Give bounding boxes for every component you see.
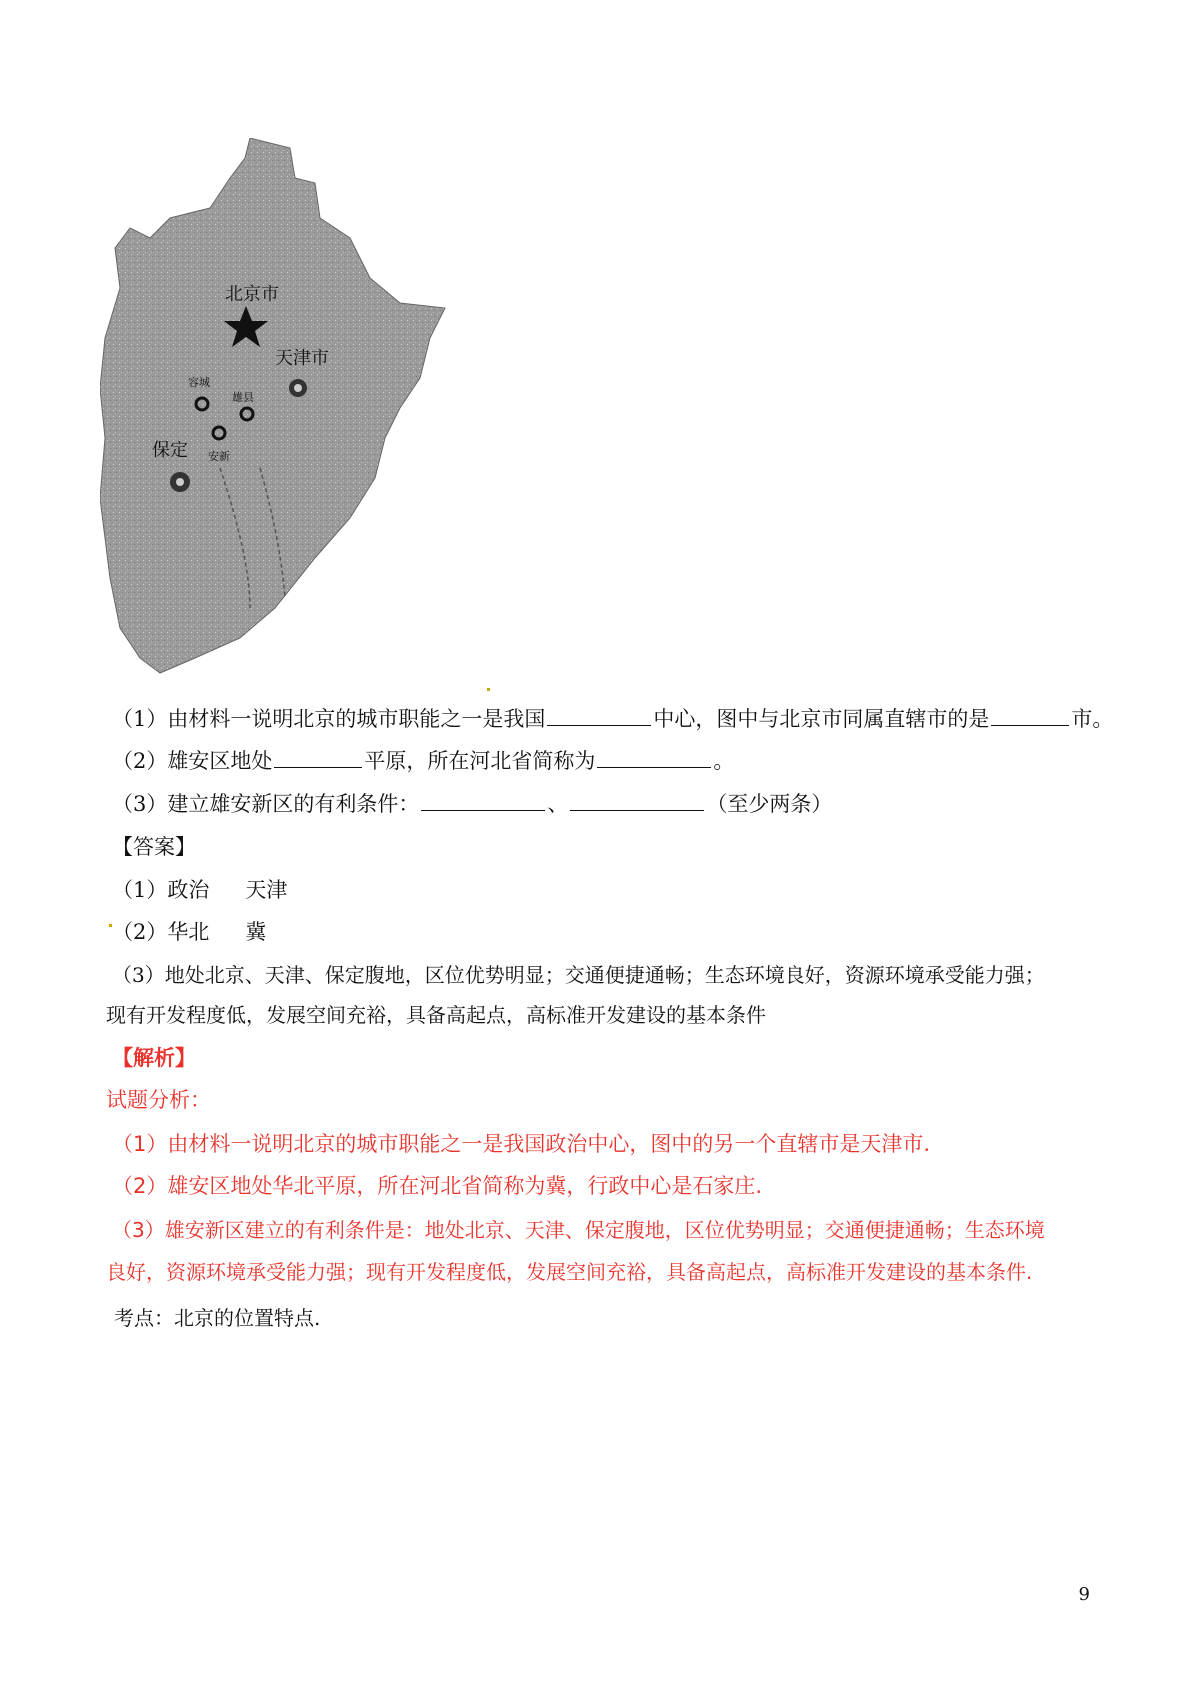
map-region-shape	[100, 138, 445, 673]
question-3-text-c: （至少两条）	[706, 792, 833, 816]
label-xiongxian: 雄县	[232, 391, 254, 404]
question-3-text-a: （3）建立雄安新区的有利条件：	[112, 792, 420, 816]
question-3-text-b: 、	[547, 792, 569, 816]
question-2-text-c: 。	[713, 749, 735, 773]
answer-3-line-2: 现有开发程度低，发展空间充裕，具备高起点，高标准开发建设的基本条件	[106, 1003, 766, 1027]
question-3	[112, 790, 832, 818]
scan-speck	[487, 688, 490, 691]
label-anxin: 安新	[208, 450, 230, 463]
label-beijing: 北京市	[225, 284, 279, 305]
city-marker-center	[294, 384, 302, 392]
question-1-text-c: 市。	[1071, 707, 1114, 731]
label-baoding: 保定	[152, 440, 188, 461]
analysis-point-1: （1）由材料一说明北京的城市职能之一是我国政治中心，图中的另一个直辖市是天津市.	[112, 1132, 931, 1156]
label-tianjin: 天津市	[275, 348, 329, 369]
label-rongcheng: 容城	[188, 376, 210, 389]
answer-1-part-a: （1）政治	[112, 878, 210, 902]
answer-blank	[991, 707, 1069, 726]
kaodian: 考点：北京的位置特点.	[114, 1306, 321, 1330]
analysis-subheading: 试题分析：	[106, 1088, 211, 1112]
analysis-point-3-line-2: 良好，资源环境承受能力强；现有开发程度低，发展空间充裕，具备高起点，高标准开发建设的基本条件.	[106, 1260, 1033, 1284]
answer-blank	[274, 749, 362, 768]
question-1-text-a: （1）由材料一说明北京的城市职能之一是我国	[112, 707, 546, 731]
question-1-text-b: 中心，图中与北京市同属直辖市的是	[653, 707, 990, 731]
analysis-point-3-line-1: （3）雄安新区建立的有利条件是：地处北京、天津、保定腹地，区位优势明显；交通便捷通畅；生态环境	[112, 1218, 1045, 1242]
answer-3-line-1: （3）地处北京、天津、保定腹地，区位优势明显；交通便捷通畅；生态环境良好，资源环境承受能力强；	[112, 963, 1045, 987]
question-2-text-a: （2）雄安区地处	[112, 749, 273, 773]
answer-2-part-b: 冀	[245, 920, 267, 944]
answer-2	[112, 918, 266, 946]
page-number: 9	[1078, 1584, 1090, 1605]
question-2-text-b: 平原，所在河北省简称为	[364, 749, 596, 773]
answer-blank	[597, 749, 711, 768]
answer-1	[112, 876, 287, 904]
analysis-point-2: （2）雄安区地处华北平原，所在河北省简称为冀，行政中心是石家庄.	[112, 1174, 763, 1198]
city-marker-center-baoding	[176, 478, 184, 486]
question-2	[112, 747, 734, 775]
answer-2-part-a: （2）华北	[112, 920, 210, 944]
answer-1-part-b: 天津	[245, 878, 288, 902]
question-1	[112, 705, 1113, 733]
answer-heading: 【答案】	[112, 835, 196, 859]
answer-blank	[570, 792, 704, 811]
answer-blank	[421, 792, 545, 811]
answer-blank	[547, 707, 651, 726]
analysis-heading: 【解析】	[112, 1046, 196, 1070]
region-map	[100, 138, 500, 678]
